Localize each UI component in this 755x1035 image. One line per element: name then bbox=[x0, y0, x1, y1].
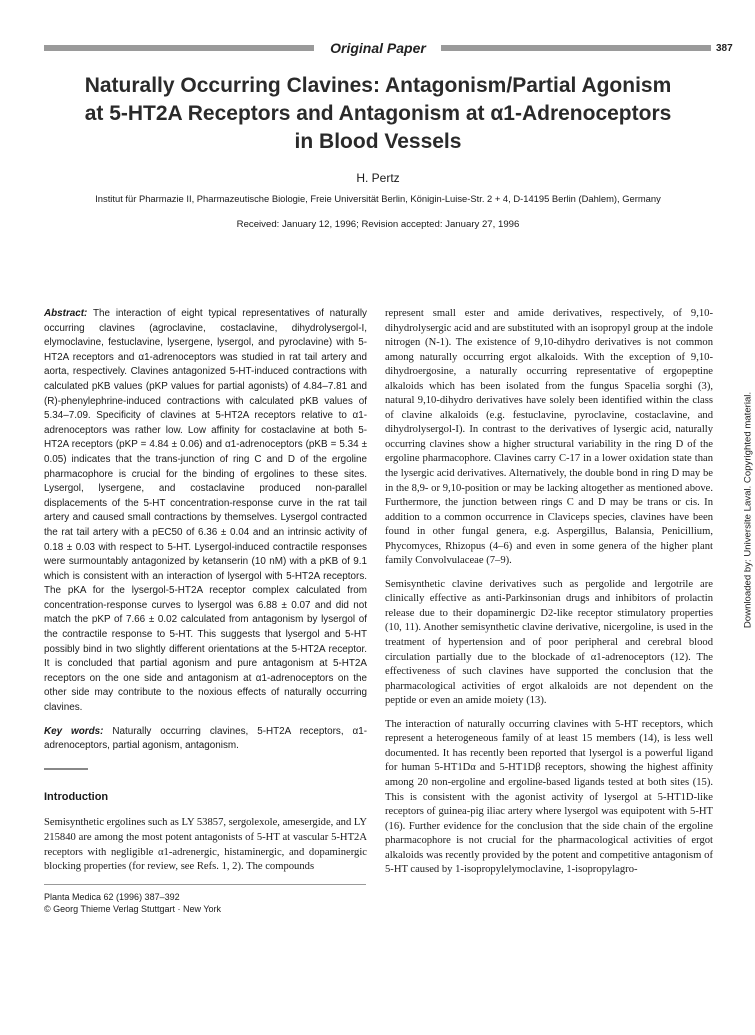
body-paragraph-2: Semisynthetic clavine derivatives such as pergolide and lergotrile are clinically effective as anti-Parkinsonian drugs and inhibitors of prolactin release due to their dopaminergic D2-like receptor stimulatory properties (10, 11). Another semisynthetic clavine derivative, nicergoline, is used in the treatment of hypertension and of poor peripheral and cerebral blood circulation partially due to the blockade of α1-adrenoceptors (12). The effectiveness of such clavines have supported the conclusion that the pharmacological activities of ergot alkaloids are not dependent on the peptide or even an amide moiety (13). bbox=[385, 578, 713, 707]
title-line-1: Naturally Occurring Clavines: Antagonism/Partial Agonism bbox=[84, 74, 672, 97]
title-line-2: at 5-HT2A Receptors and Antagonism at α1-Adrenoceptors bbox=[84, 102, 672, 125]
section-label: Original Paper bbox=[330, 40, 426, 56]
publisher: © Georg Thieme Verlag Stuttgart · New York bbox=[44, 903, 222, 914]
header-rule-right bbox=[441, 45, 711, 51]
title-line-3: in Blood Vessels bbox=[294, 130, 462, 153]
introduction-heading: Introduction bbox=[44, 790, 109, 803]
affiliation: Institut für Pharmazie II, Pharmazeutische Biologie, Freie Universität Berlin, Königin-Luise-Str. 2 + 4, D-14195 Berlin (Dahlem), Germany bbox=[95, 193, 661, 204]
page-number: 387 bbox=[716, 43, 733, 54]
received-dates: Received: January 12, 1996; Revision accepted: January 27, 1996 bbox=[236, 219, 520, 230]
download-watermark: Downloaded by: Universite Laval. Copyrighted material. bbox=[742, 391, 754, 629]
header-rule-left bbox=[44, 45, 314, 51]
right-column bbox=[385, 307, 713, 887]
abstract-text: The interaction of eight typical representatives of naturally occurring clavines (agroclavine, costaclavine, dihydrolysergol-I, elymoclavine, festuclavine, lysergene, lysergol, and pyroclavine) with 5-HT2A receptors and α1-adrenoceptors was studied in rat tail artery and aorta, respectively. Clavines antagonized 5-HT-induced contractions with calculated pKB values (pKP values for partial agonists) of 4.84–7.81 and (R)-phenylephrine-induced contractions with calculated pKB values of 5.34–7.09. Specificity of clavines at 5-HT2A receptors relative to α1-adrenoceptors was rather low. Low affinity for costaclavine at both 5-HT2A receptors (pKP = 4.84 ± 0.06) and α1-adrenoceptors (pKB = 5.34 ± 0.05) indicates that the trans-junction of ring C and D of the ergoline pharmacophore is crucial for the binding of ergolines to these sites. Lysergol, lysergene, and costaclavine produced non-parallel displacements of the 5-HT concentration-response curve in the rat tail artery and caused small contractions by themselves. Lysergol contracted the rat tail artery with a pEC50 of 6.36 ± 0.04 and an intrinsic activity of 0.18 ± 0.03 with respect to 5-HT. Lysergol-induced contractile responses were surmountably antagonized by ketanserin (10 nM) with a pKB of 9.1 which is consistent with an interaction of lysergol with 5-HT2A receptors. The pKA for the lysergol-5-HT2A receptor complex calculated from concentration-response curves to lysergol was 6.88 ± 0.07 and did not match the pKP of 7.66 ± 0.02 calculated from antagonism by lysergol of the contractile response to 5-HT. This suggests that lysergol and 5-HT possibly bind in two slightly different orientations at the 5-HT2A receptor. It is concluded that partial agonism and pure antagonism at 5-HT2A receptors on the one side and antagonism at α1-adrenoceptors on the other side may contribute to the noxious effects of naturally occurring clavines. bbox=[44, 308, 367, 714]
author: H. Pertz bbox=[356, 171, 400, 185]
section-divider bbox=[44, 768, 88, 770]
body-paragraph-3: The interaction of naturally occurring clavines with 5-HT receptors, which represent a heterogeneous family of at least 15 members (14), is less well documented. It has recently been reported that lysergol is a powerful ligand for human 5-HT1Dα and 5-HT1Dβ receptors, showing the highest affinity among 20 non-ergoline and ergoline-based ligands tested at both sites (15). This is consistent with the agonist activity of lysergol at 5-HT1D-like receptors of guinea-pig iliac artery where lysergol was equipotent with 5-HT (16). Further evidence for the conclusion that the side chain of the ergoline pharmacophore is not crucial for the pharmacological activities of ergot alkaloids was recently provided by the potent and competitive antagonism of 5-HT caused by 1-isopropylelymoclavine, 1-isopropylagro- bbox=[385, 718, 713, 876]
keywords-text: Naturally occurring clavines, 5-HT2A receptors, α1-adrenoceptors, partial agonism, antagonism. bbox=[44, 725, 367, 752]
introduction-text: Semisynthetic ergolines such as LY 53857, sergolexole, amesergide, and LY 215840 are among the most potent antagonists of 5-HT at vascular 5-HT2A receptors with negligible α1-adrenergic, histaminergic, and dopaminergic blocking properties (for review, see Refs. 1, 2). The compounds bbox=[44, 817, 367, 873]
body-paragraph-1: represent small ester and amide derivatives, respectively, of 9,10-dihydrolysergic acid and are substituted with an isopropyl group at the indole nitrogen (N-1). The existence of 9,10-dihydro derivatives is not common among naturally occurring ergot alkaloids. With the exception of 9,10-dihydroergosine, a naturally occurring representative of ergopeptine alkaloids which has been isolated from the fungus Spacelia sorghi (3), natural 9,10-dihydro derivatives have solely been identified within the class of clavine alkaloids (e.g. festuclavine, pyroclavine, costaclavine, and dihydrolysergol-I). In contrast to the derivatives of lysergic acid, naturally occurring clavines show a higher structural variability in the ring D of the ergoline pharmacophore. Clavines carry C-17 in a lower oxidation state than the lysergic acid derivatives. Alternatively, the double bond in ring D may be in the 8,9- or 9,10-position or may be lacking altogether as mentioned above. Furthermore, the junction between rings C and D may be trans or cis. In addition to a common occurrence in Claviceps species, clavines have been found in other fungal genera, e.g. Aspergillus, Balansia, Penicillium, Phycomyces, Rhizopus (4–6) and even in some genera of the higher plant family Convolvulaceae (7–9). bbox=[385, 308, 713, 567]
keywords bbox=[44, 725, 367, 754]
paper-title bbox=[44, 72, 712, 156]
abstract bbox=[44, 307, 367, 716]
abstract-heading: Abstract: bbox=[44, 308, 88, 319]
footer-rule bbox=[44, 884, 366, 885]
left-column bbox=[44, 307, 367, 915]
keywords-heading: Key words: bbox=[44, 725, 104, 737]
journal-citation: Planta Medica 62 (1996) 387–392 bbox=[44, 891, 180, 902]
